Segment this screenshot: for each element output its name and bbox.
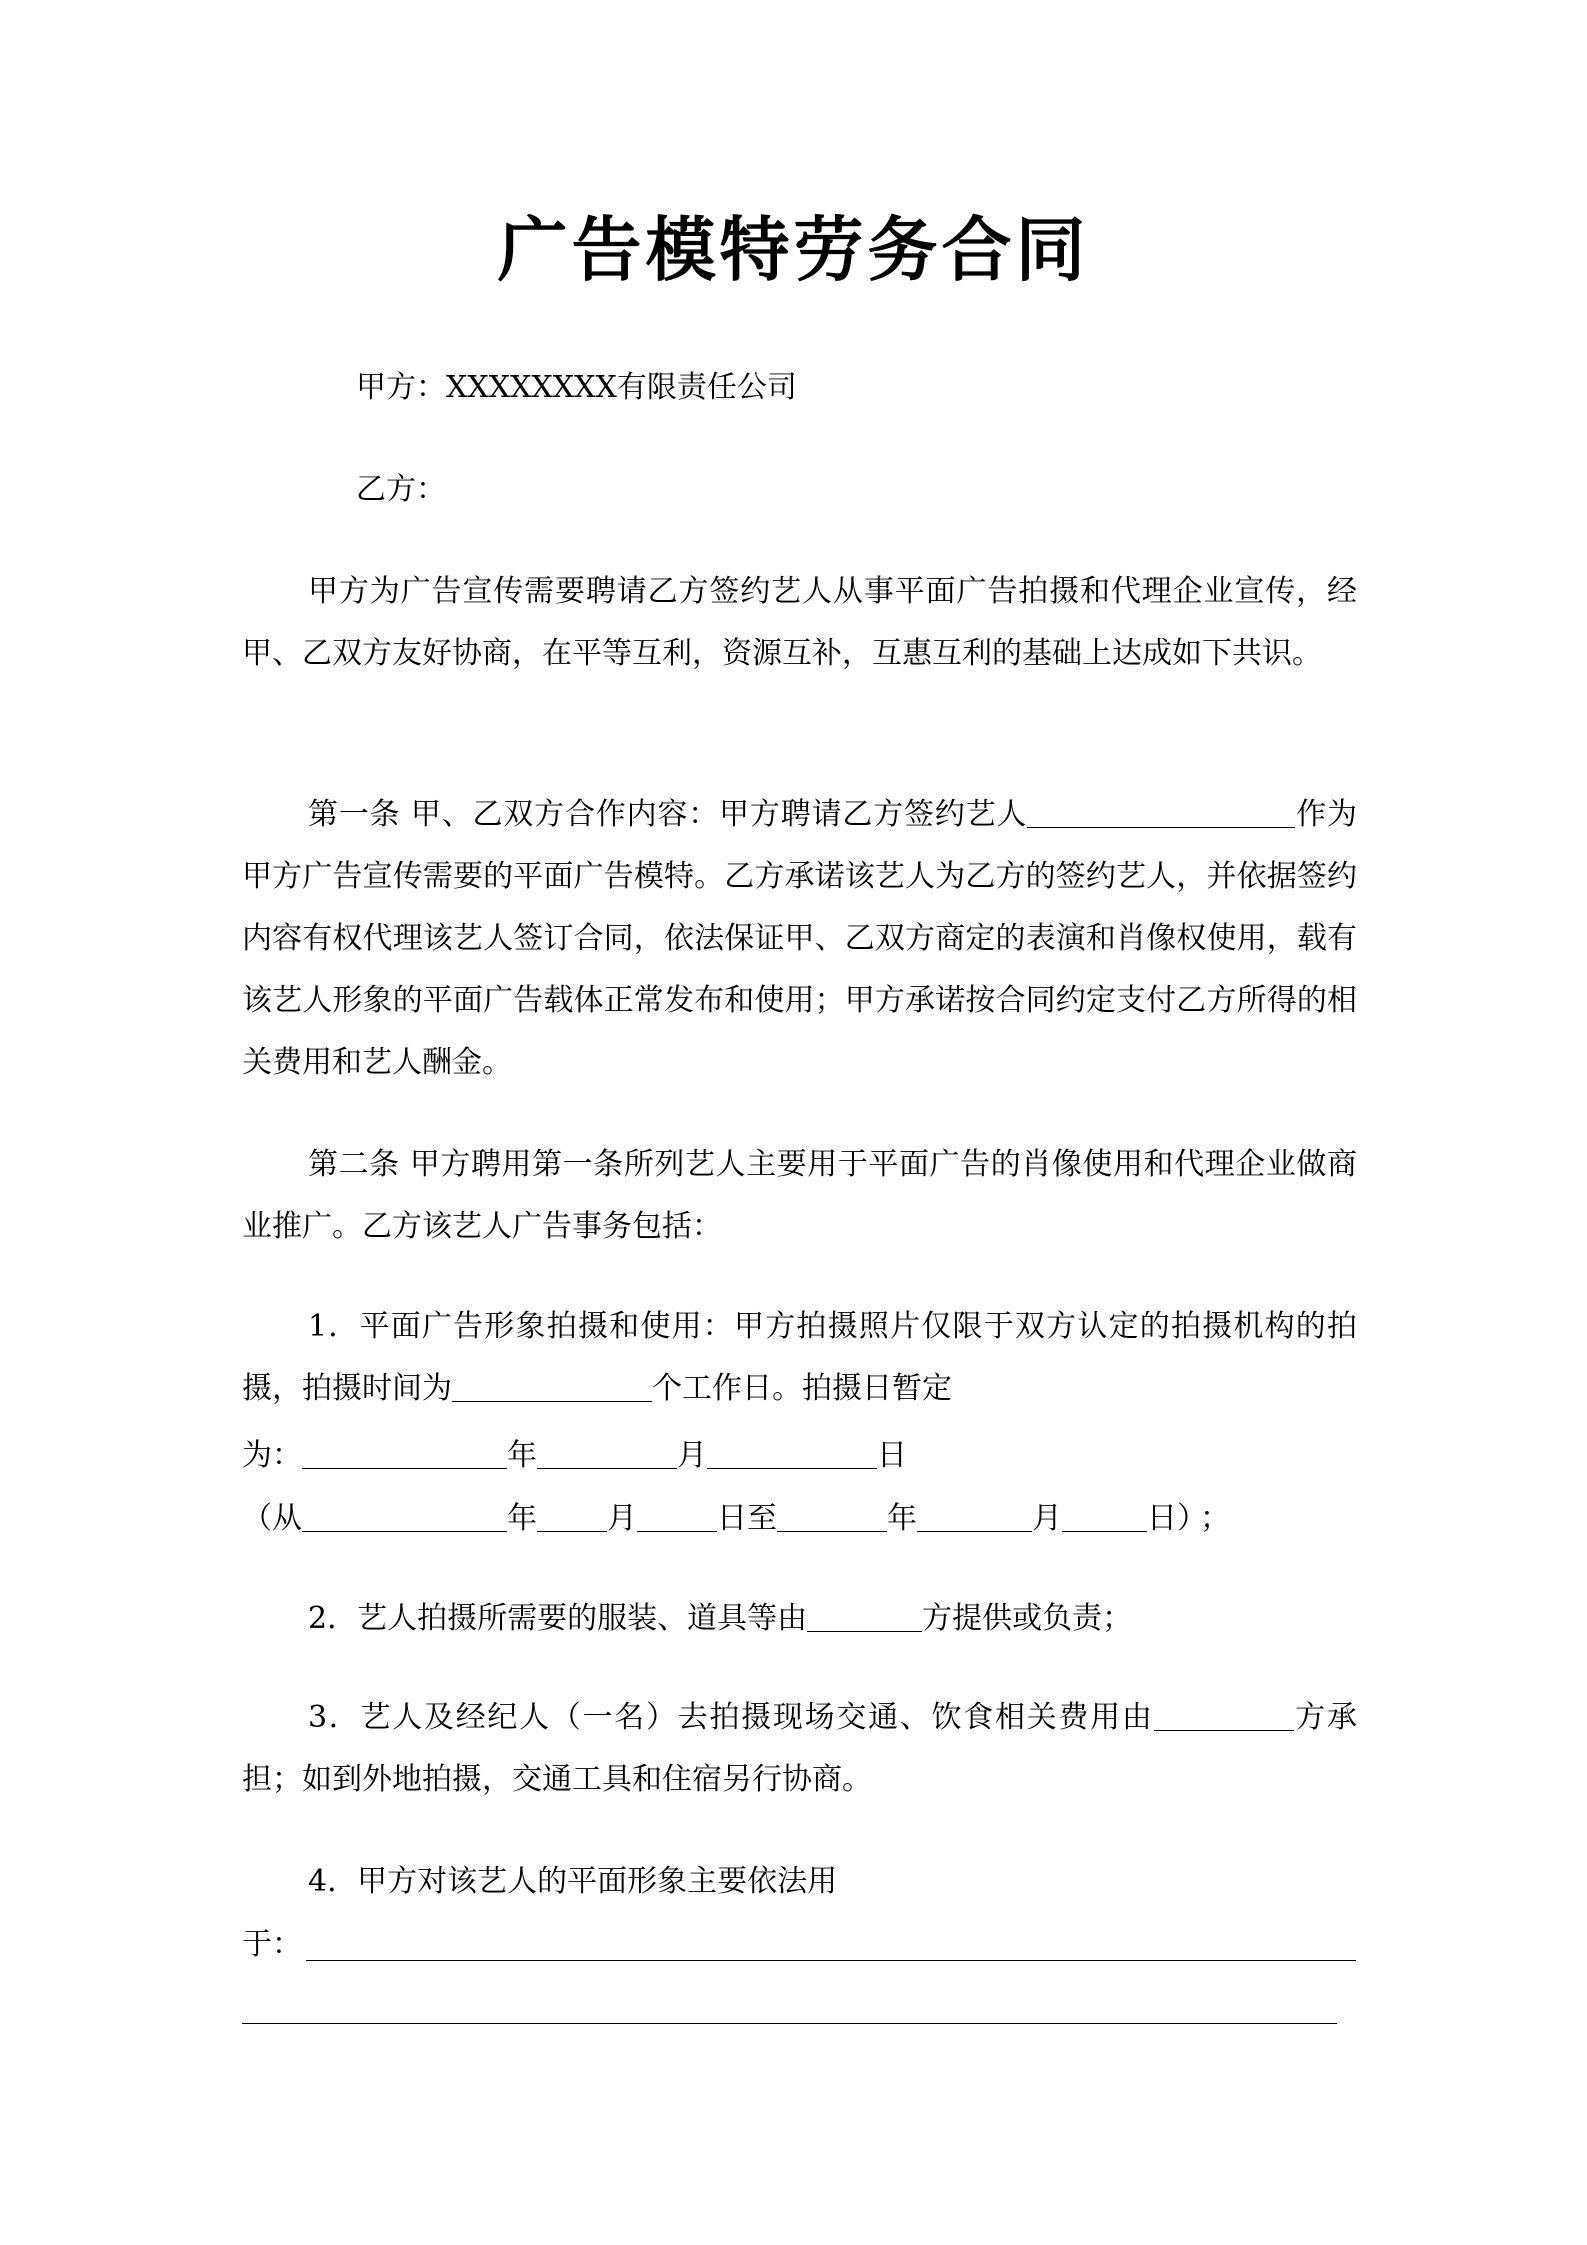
- party-a-line: 甲方：XXXXXXXX有限责任公司: [356, 370, 797, 405]
- day-label: 日: [877, 1438, 907, 1473]
- day-blank[interactable]: [707, 1438, 877, 1469]
- document-title: 广告模特劳务合同: [497, 208, 1090, 291]
- usage-blank-line-1[interactable]: [306, 1960, 1356, 1961]
- month-blank[interactable]: [537, 1438, 677, 1469]
- year-label: 年: [507, 1438, 537, 1473]
- range-day2-blank[interactable]: [1062, 1501, 1147, 1532]
- item-2-prefix: 2．艺人拍摄所需要的服装、道具等由: [308, 1601, 808, 1636]
- shoot-days-blank[interactable]: [452, 1371, 652, 1402]
- item-4: 4．甲方对该艺人的平面形象主要依法用: [308, 1864, 838, 1899]
- range-year1-label: 年: [507, 1501, 537, 1536]
- usage-blank-line-2[interactable]: [242, 2023, 1337, 2024]
- range-month1-label: 月: [607, 1501, 637, 1536]
- range-end: ；: [1200, 1501, 1230, 1536]
- shoot-date-prefix: 为：: [242, 1438, 302, 1473]
- article-2: 第二条 甲方聘用第一条所列艺人主要用于平面广告的肖像使用和代理企业做商业推广。乙方该艺人广告事务包括：: [242, 1147, 1357, 1244]
- range-day-to-label: 日至: [717, 1501, 777, 1536]
- item-1-text: 1．平面广告形象拍摄和使用：甲方拍摄照片仅限于双方认定的拍摄机构的拍摄，拍摄时间为: [242, 1309, 1357, 1406]
- shoot-range-line: [242, 1499, 1230, 1539]
- article-1-prefix: 第一条 甲、乙双方合作内容：甲方聘请乙方签约艺人: [308, 797, 1028, 832]
- month-label: 月: [677, 1438, 707, 1473]
- range-day1-blank[interactable]: [637, 1501, 717, 1532]
- item-2: [308, 1599, 1132, 1639]
- item-3-prefix: 3．艺人及经纪人（一名）去拍摄现场交通、饮食相关费用由: [308, 1700, 1154, 1735]
- travel-cost-blank[interactable]: [1154, 1700, 1294, 1731]
- range-open: （从: [242, 1501, 302, 1536]
- item-2-suffix: 方提供或负责；: [922, 1601, 1133, 1636]
- item-1: [242, 1296, 1357, 1420]
- range-day2-label: 日）: [1147, 1501, 1192, 1536]
- item-4-continuation: 于：: [242, 1927, 302, 1962]
- intro-paragraph: 甲方为广告宣传需要聘请乙方签约艺人从事平面广告拍摄和代理企业宣传，经甲、乙双方友好协商，在平等互利，资源互补，互惠互利的基础上达成如下共识。: [242, 574, 1357, 671]
- article-1: [242, 784, 1357, 1094]
- party-b-line: 乙方：: [356, 472, 446, 507]
- range-month2-label: 月: [1032, 1501, 1062, 1536]
- item-3: [242, 1687, 1357, 1811]
- item-1-suffix: 个工作日。拍摄日暂定: [652, 1371, 952, 1406]
- range-year2-label: 年: [887, 1501, 917, 1536]
- costume-provider-blank[interactable]: [807, 1601, 922, 1632]
- item-3-suffix: 方承担；如到外地拍摄，交通工具和住宿另行协商。: [242, 1700, 1358, 1797]
- range-year2-blank[interactable]: [777, 1501, 887, 1532]
- artist-name-blank[interactable]: [1027, 797, 1295, 828]
- range-year1-blank[interactable]: [302, 1501, 507, 1532]
- year-blank[interactable]: [302, 1438, 507, 1469]
- range-month1-blank[interactable]: [537, 1501, 607, 1532]
- article-1-suffix: 作为甲方广告宣传需要的平面广告模特。乙方承诺该艺人为乙方的签约艺人，并依据签约内容有权代理该艺人签订合同，依法保证甲、乙双方商定的表演和肖像权使用，载有该艺人形象的平面广告载体正常发布和使用；甲方承诺按合同约定支付乙方所得的相关费用和艺人酬金。: [242, 797, 1357, 1080]
- shoot-date-line: [242, 1436, 907, 1476]
- range-month2-blank[interactable]: [917, 1501, 1032, 1532]
